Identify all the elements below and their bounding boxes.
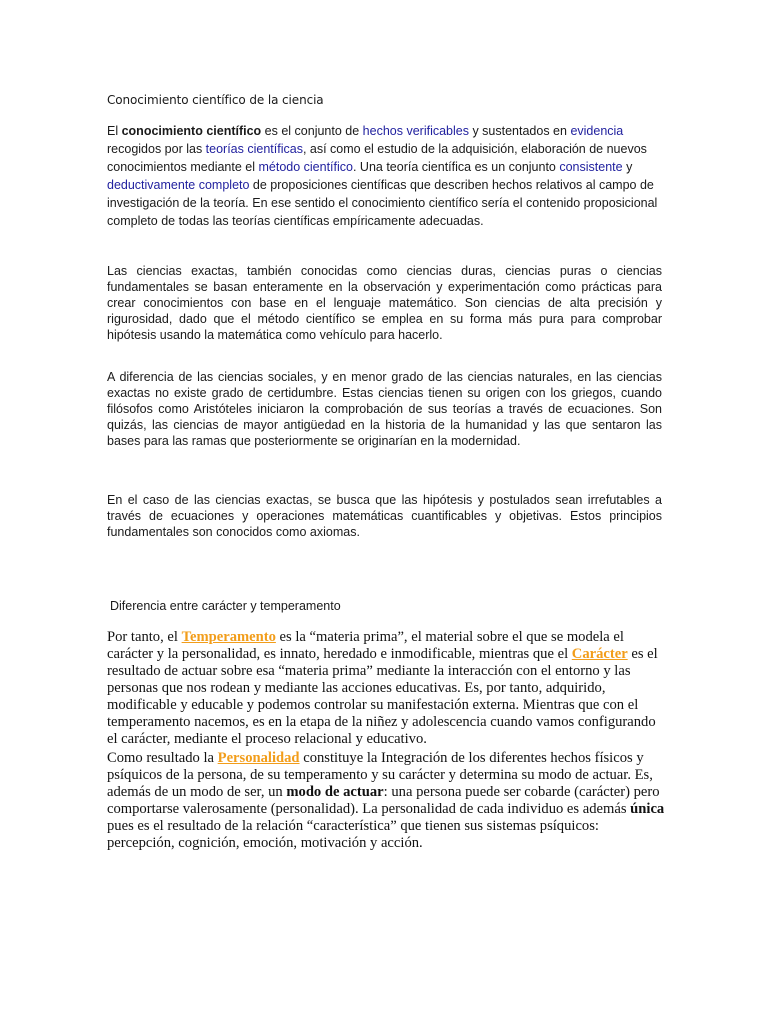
text-run: y sustentados en — [468, 124, 571, 138]
link-metodo-cientifico[interactable]: método científico — [258, 160, 353, 174]
link-caracter[interactable]: Carácter — [571, 646, 628, 662]
text-run: es el conjunto de — [261, 124, 363, 138]
link-personalidad[interactable]: Personalidad — [217, 750, 300, 766]
text-run: de proposiciones científicas que describen hechos relativos al campo de investigación de la teoría. En ese sentido el conocimiento científico sería el contenido proposicional completo de todas las teorías científicas empíricamente adecuadas. — [107, 178, 658, 228]
text-run: El — [107, 124, 122, 138]
text-run: pues es el resultado de la relación “característica” que tienen sus sistemas psíquicos: percepción, cognición, emoción, motivación y acción. — [107, 818, 599, 851]
text-run: Por tanto, el — [107, 629, 182, 645]
link-hechos-verificables[interactable]: hechos verificables — [362, 124, 469, 138]
paragraph-temperamento — [107, 629, 667, 748]
paragraph-diferencia-ciencias: A diferencia de las ciencias sociales, y en menor grado de las ciencias naturales, en las ciencias exactas no existe grado de certidumbre. Estas ciencias tienen su origen con los griegos, cuando filósofos como Aristóteles iniciaron la comprobación de sus teorías a través de ecuaciones. Son quizás, las ciencias de mayor antigüedad en la historia de la humanidad y las que sentaron las bases para las ramas que posteriormente se originarían en la modernidad. — [107, 370, 662, 448]
bold-term: conocimiento científico — [121, 124, 262, 138]
text-run: : una persona puede ser cobarde (carácter) pero comportarse valerosamente (personalidad). La personalidad de cada individuo es además — [107, 784, 660, 817]
link-temperamento[interactable]: Temperamento — [181, 629, 276, 645]
link-consistente[interactable]: consistente — [559, 160, 623, 174]
text-run: y — [622, 160, 633, 174]
text-run: es el resultado de actuar sobre esa “materia prima” mediante la interacción con el entorno y las personas que nos rodean y mediante las acciones educativas. Es, por tanto, adquirido, modificable y educable y podemos controlar su manifestación externa. Mientras que con el temperamento nacemos, es en la etapa de la niñez y adolescencia cuando vamos configurando el carácter, mediante el proceso relacional y educativo. — [107, 646, 658, 747]
section-title: Conocimiento científico de la ciencia — [107, 93, 324, 107]
text-run: . Una teoría científica es un conjunto — [352, 160, 560, 174]
paragraph-personalidad — [107, 750, 667, 852]
text-run: Como resultado la — [107, 750, 218, 766]
bold-term: modo de actuar — [286, 784, 384, 800]
paragraph-ciencias-exactas: Las ciencias exactas, también conocidas como ciencias duras, ciencias puras o ciencias fundamentales se basan enteramente en la observación y experimentación como prácticas para crear conocimientos con base en el lenguaje matemático. Son ciencias de alta precisión y rigurosidad, dado que el método científico se emplea en su forma más pura para comprobar hipótesis usando la matemática como vehículo para hacerlo. — [107, 264, 662, 342]
text-run: es la “materia prima”, el material sobre el que se modela el carácter y la personalidad, es innato, heredado e inmodificable, mientras que el — [107, 629, 624, 662]
link-evidencia[interactable]: evidencia — [570, 124, 624, 138]
link-teorias-cientificas[interactable]: teorías científicas — [205, 142, 303, 156]
section-subtitle: Diferencia entre carácter y temperamento — [110, 599, 341, 613]
bold-term: única — [630, 801, 665, 817]
text-run: recogidos por las — [107, 142, 206, 156]
paragraph-conocimiento — [107, 122, 662, 230]
text-run: constituye la Integración de los diferentes hechos físicos y psíquicos de la persona, de su temperamento y su carácter y determina su modo de actuar. Es, además de un modo de ser, un — [107, 750, 653, 800]
text-run: , así como el estudio de la adquisición, elaboración de nuevos conocimientos mediante el — [107, 142, 647, 174]
paragraph-axiomas: En el caso de las ciencias exactas, se busca que las hipótesis y postulados sean irrefutables a través de ecuaciones y operaciones matemáticas cuantificables y objetivas. Estos principios fundamentales son conocidos como axiomas. — [107, 493, 662, 539]
link-deductivamente-completo[interactable]: deductivamente completo — [107, 178, 250, 192]
